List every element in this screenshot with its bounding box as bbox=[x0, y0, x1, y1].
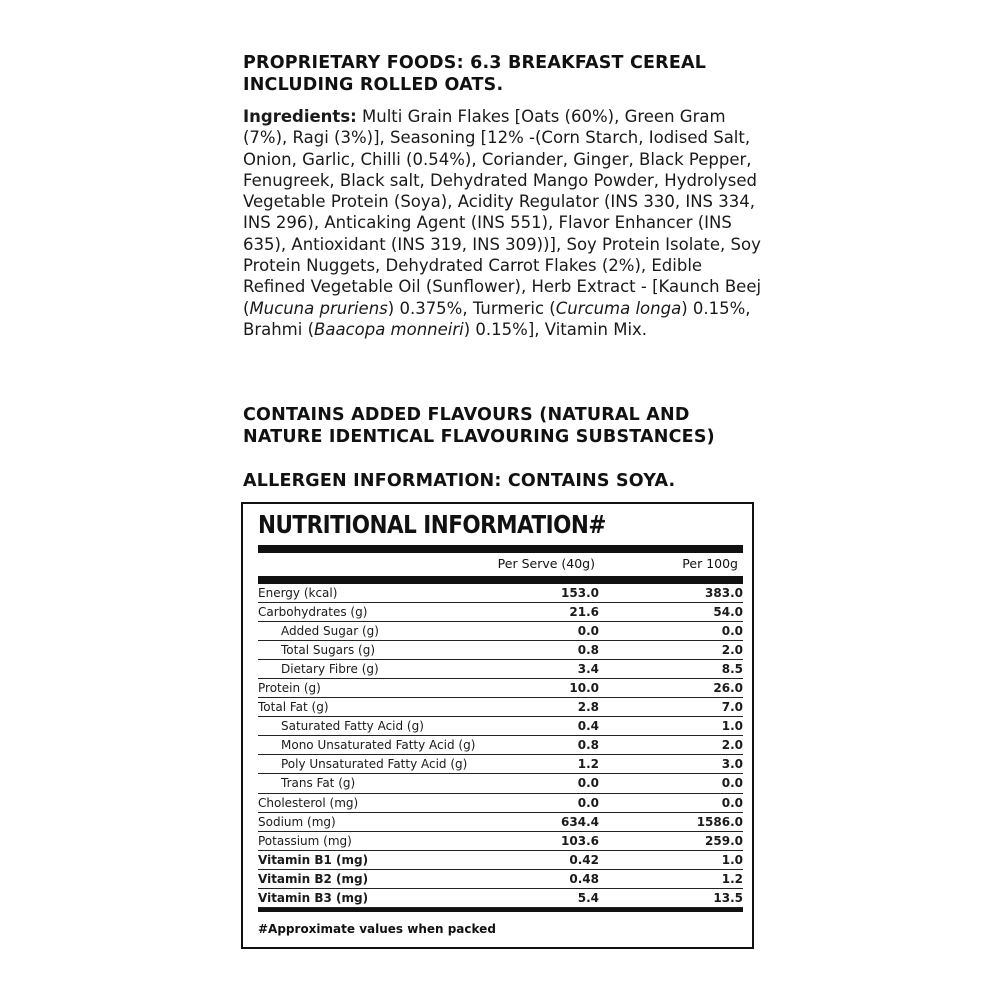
per-100g-value: 2.0 bbox=[721, 738, 743, 753]
ingredients-label: Ingredients: bbox=[243, 107, 357, 126]
table-row bbox=[258, 794, 743, 813]
nutrient-name: Cholesterol (mg) bbox=[258, 795, 359, 810]
per-100g-value: 1.0 bbox=[721, 852, 743, 867]
nutrient-name: Energy (kcal) bbox=[258, 586, 338, 600]
nutrient-name: Mono Unsaturated Fatty Acid (g) bbox=[281, 738, 476, 753]
nutrient-name: Dietary Fibre (g) bbox=[281, 662, 379, 677]
per-100g-value: 13.5 bbox=[713, 890, 743, 905]
table-row bbox=[258, 660, 743, 679]
nutrient-name: Total Sugars (g) bbox=[281, 643, 376, 658]
per-serve-value: 634.4 bbox=[561, 814, 599, 829]
ingredients-text bbox=[243, 107, 761, 339]
per-100g-value: 0.0 bbox=[721, 795, 743, 810]
per-100g-value: 1.2 bbox=[721, 871, 743, 886]
per-serve-value: 21.6 bbox=[569, 605, 599, 620]
per-100g-value: 3.0 bbox=[721, 757, 743, 772]
table-row bbox=[258, 851, 743, 870]
per-serve-value: 0.4 bbox=[577, 719, 599, 734]
ingredient-text-segment: ) 0.15%, Brahmi ( bbox=[243, 298, 751, 339]
nutrient-name: Protein (g) bbox=[258, 681, 321, 696]
per-serve-value: 0.8 bbox=[577, 738, 599, 753]
per-serve-value: 0.0 bbox=[577, 795, 599, 810]
nutrient-name: Total Fat (g) bbox=[258, 700, 329, 715]
per-100g-value: 26.0 bbox=[713, 681, 743, 696]
nutrition-footnote: #Approximate values when packed bbox=[258, 922, 496, 936]
table-row bbox=[258, 755, 743, 774]
per-serve-value: 0.8 bbox=[577, 643, 599, 658]
per-100g-value: 8.5 bbox=[721, 662, 743, 677]
nutrient-name: Potassium (mg) bbox=[258, 833, 352, 848]
nutrition-panel bbox=[241, 502, 754, 949]
allergen-heading: ALLERGEN INFORMATION: CONTAINS SOYA. bbox=[243, 471, 676, 491]
nutrient-name: Saturated Fatty Acid (g) bbox=[281, 719, 424, 734]
column-header-per-serve: Per Serve (40g) bbox=[497, 556, 595, 571]
nutrient-name: Trans Fat (g) bbox=[281, 776, 356, 791]
ingredient-text-segment: ) 0.15%], Vitamin Mix. bbox=[463, 319, 648, 339]
per-serve-value: 103.6 bbox=[561, 833, 599, 848]
ingredient-species-name: Baacopa monneiri bbox=[314, 319, 464, 339]
per-serve-value: 2.8 bbox=[577, 700, 599, 715]
per-100g-value: 7.0 bbox=[721, 700, 743, 715]
column-header-per-100g: Per 100g bbox=[682, 556, 738, 571]
per-100g-value: 383.0 bbox=[705, 586, 743, 600]
per-100g-value: 1586.0 bbox=[696, 814, 743, 829]
table-row bbox=[258, 870, 743, 889]
per-serve-value: 0.0 bbox=[577, 624, 599, 639]
per-serve-value: 5.4 bbox=[577, 890, 599, 905]
table-row bbox=[258, 641, 743, 660]
per-serve-value: 10.0 bbox=[569, 681, 599, 696]
nutrient-name: Sodium (mg) bbox=[258, 814, 336, 829]
ingredient-species-name: Mucuna pruriens bbox=[249, 298, 388, 318]
table-row bbox=[258, 889, 743, 908]
added-flavours-heading: CONTAINS ADDED FLAVOURS (NATURAL AND NATURE IDENTICAL FLAVOURING SUBSTANCES) bbox=[243, 405, 715, 447]
ingredient-species-name: Curcuma longa bbox=[555, 298, 682, 318]
table-bottom-rule bbox=[258, 908, 743, 912]
table-row bbox=[258, 622, 743, 641]
per-100g-value: 259.0 bbox=[705, 833, 743, 848]
table-row bbox=[258, 679, 743, 698]
table-row bbox=[258, 832, 743, 851]
per-serve-value: 0.0 bbox=[577, 776, 599, 791]
per-serve-value: 1.2 bbox=[577, 757, 599, 772]
table-row bbox=[258, 736, 743, 755]
per-serve-value: 153.0 bbox=[561, 586, 599, 600]
per-100g-value: 54.0 bbox=[713, 605, 743, 620]
table-row bbox=[258, 813, 743, 832]
per-serve-value: 0.42 bbox=[569, 852, 599, 867]
table-row bbox=[258, 698, 743, 717]
nutrient-name: Vitamin B1 (mg) bbox=[258, 852, 369, 867]
nutrient-name: Vitamin B3 (mg) bbox=[258, 890, 369, 905]
per-serve-value: 3.4 bbox=[577, 662, 599, 677]
ingredient-text-segment: Multi Grain Flakes [Oats (60%), Green Gram (7%), Ragi (3%)], Seasoning [12% -(Corn Starch, Iodised Salt, Onion, Garlic, Chilli (0.54%), Coriander, Ginger, Black Pepper, Fenugreek, Black salt, Dehydrated Mango Powder, Hydrolysed Vegetable Protein (Soya), Acidity Regulator (INS 330, INS 334, INS 296), Anticaking Agent (INS 551), Flavor Enhancer (INS 635), Antioxidant (INS 319, INS 309))], Soy Protein Isolate, Soy Protein Nuggets, Dehydrated Carrot Flakes (2%), Edible Refined Vegetable Oil (Sunflower), Herb Extract - [Kaunch Beej ( bbox=[243, 107, 762, 318]
proprietary-foods-heading: PROPRIETARY FOODS: 6.3 BREAKFAST CEREAL INCLUDING ROLLED OATS. bbox=[243, 53, 707, 95]
nutrient-name: Carbohydrates (g) bbox=[258, 605, 368, 620]
per-100g-value: 0.0 bbox=[721, 776, 743, 791]
table-row bbox=[258, 774, 743, 793]
per-100g-value: 0.0 bbox=[721, 624, 743, 639]
per-100g-value: 2.0 bbox=[721, 643, 743, 658]
nutrient-name: Poly Unsaturated Fatty Acid (g) bbox=[281, 757, 468, 772]
header-rule bbox=[258, 576, 743, 584]
nutrient-name: Vitamin B2 (mg) bbox=[258, 871, 369, 886]
nutrition-title-rule bbox=[258, 545, 743, 553]
table-row bbox=[258, 584, 743, 603]
nutrient-name: Added Sugar (g) bbox=[281, 624, 379, 639]
ingredient-text-segment: ) 0.375%, Turmeric ( bbox=[387, 298, 556, 318]
table-row bbox=[258, 717, 743, 736]
table-row bbox=[258, 603, 743, 622]
per-100g-value: 1.0 bbox=[721, 719, 743, 734]
nutrition-title: NUTRITIONAL INFORMATION# bbox=[258, 510, 606, 539]
per-serve-value: 0.48 bbox=[569, 871, 599, 886]
ingredients-paragraph bbox=[243, 106, 763, 340]
nutrition-table bbox=[258, 584, 743, 908]
